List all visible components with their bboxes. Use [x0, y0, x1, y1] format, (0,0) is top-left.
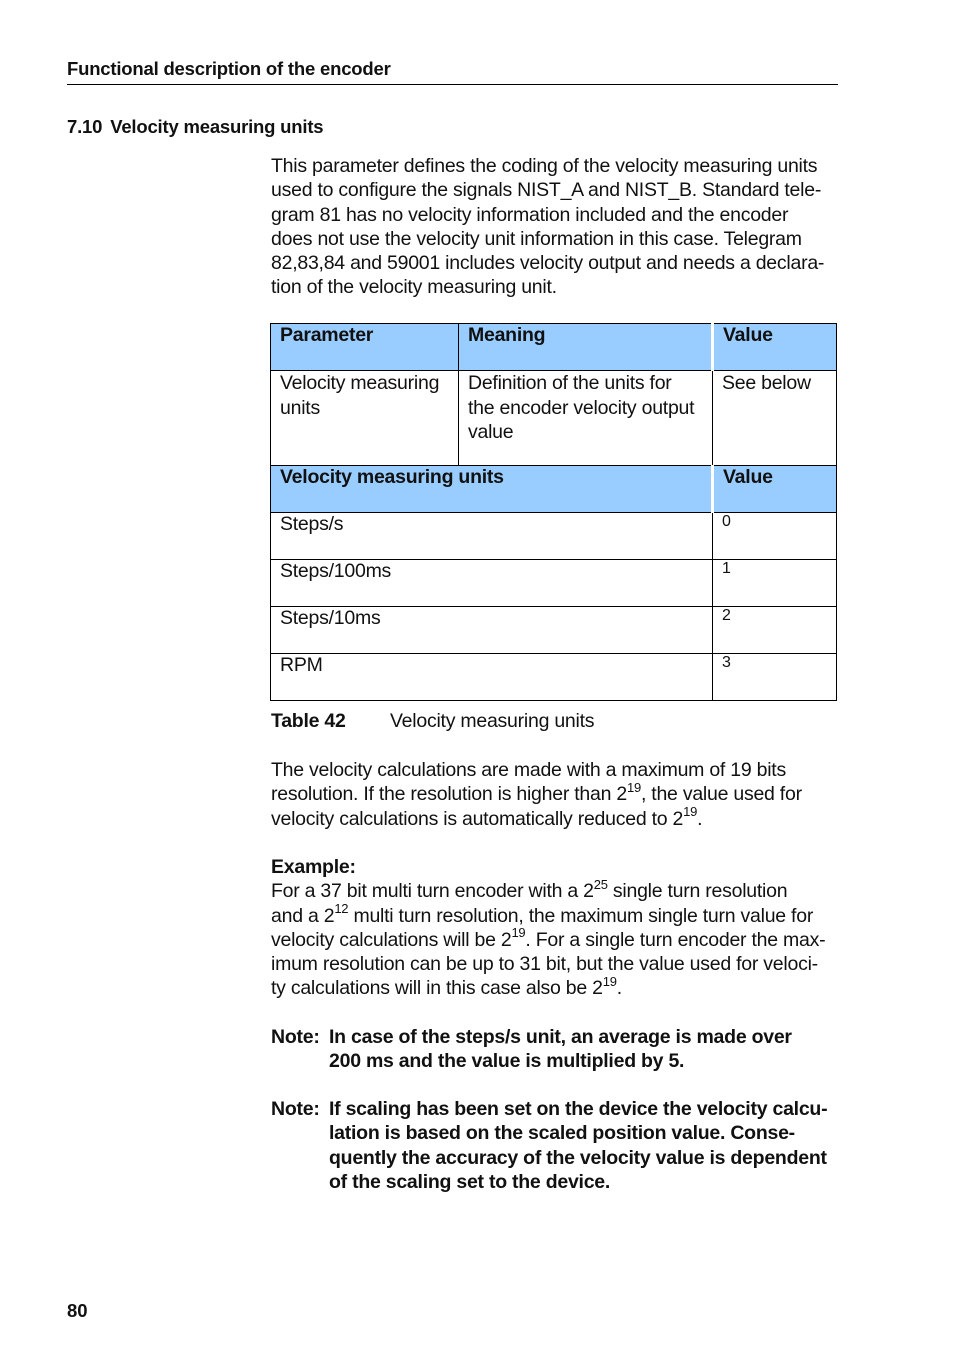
note-line: of the scaling set to the device. — [329, 1170, 611, 1193]
cell-unit-value: 3 — [713, 654, 837, 701]
example-exponent: 25 — [593, 876, 608, 892]
note-steps-average — [271, 1025, 841, 1074]
cell-value: See below — [713, 371, 837, 466]
calc-exponent: 19 — [683, 804, 698, 820]
intro-line: does not use the velocity unit information in this case. Telegram — [271, 227, 802, 250]
section-number: 7.10 — [67, 116, 103, 137]
calc-line: The velocity calculations are made with a maximum of 19 bits — [271, 759, 786, 781]
table-row — [271, 371, 837, 466]
note-line: In case of the steps/s unit, an average is made over — [329, 1026, 792, 1048]
example-text: velocity calculations will be 2 — [271, 928, 512, 951]
note-scaling — [271, 1097, 841, 1194]
note-line: 200 ms and the value is multiplied by 5. — [329, 1050, 685, 1073]
calc-line — [271, 804, 836, 831]
section-title: Velocity measuring units — [110, 116, 324, 137]
example-exponent: 19 — [602, 973, 617, 989]
intro-line: 82,83,84 and 59001 includes velocity output and needs a declara- — [271, 252, 825, 275]
table-caption-text: Velocity measuring units — [390, 710, 595, 732]
cell-unit: Steps/100ms — [271, 560, 713, 607]
calc-text: resolution. If the resolution is higher than 2 — [271, 783, 627, 806]
example-paragraph — [271, 855, 836, 1001]
intro-line: This parameter defines the coding of the velocity measuring units — [271, 155, 818, 177]
note-label: Note: — [271, 1026, 320, 1048]
intro-paragraph — [271, 154, 836, 300]
calc-text: . — [697, 807, 703, 830]
example-line — [271, 901, 836, 928]
table-caption-label: Table 42 — [271, 710, 346, 732]
cell-parameter: Velocity measuring units — [271, 371, 459, 466]
cell-unit: Steps/10ms — [271, 607, 713, 654]
example-exponent: 12 — [334, 901, 349, 917]
intro-line: used to configure the signals NIST_A and NIST_B. Standard tele- — [271, 179, 822, 202]
intro-line: gram 81 has no velocity information included and the encoder — [271, 203, 789, 226]
velocity-units-table — [270, 323, 837, 701]
cell-unit-value: 1 — [713, 560, 837, 607]
example-text: . — [616, 977, 622, 1000]
table-row — [271, 654, 837, 701]
running-header — [67, 58, 838, 85]
cell-unit-value: 0 — [713, 513, 837, 560]
calc-text: , the value used for — [640, 783, 802, 806]
calc-exponent: 19 — [626, 779, 641, 795]
example-text: For a 37 bit multi turn encoder with a 2 — [271, 880, 594, 903]
cell-unit: Steps/s — [271, 513, 713, 560]
calc-text: velocity calculations is automatically reduced to 2 — [271, 807, 684, 830]
example-line — [271, 876, 836, 903]
example-text: ty calculations will in this case also be 2 — [271, 977, 603, 1000]
table-row — [271, 560, 837, 607]
note-line: quently the accuracy of the velocity value is dependent — [329, 1146, 827, 1169]
section-heading — [67, 116, 323, 138]
table-subheader-row — [271, 466, 837, 513]
example-text: single turn resolution — [607, 880, 788, 903]
example-line — [271, 925, 836, 952]
example-heading: Example: — [271, 856, 356, 878]
note-line: If scaling has been set on the device the velocity calcu- — [329, 1098, 828, 1120]
cell-unit: RPM — [271, 654, 713, 701]
subheader-value: Value — [713, 466, 837, 513]
example-line — [271, 973, 836, 1000]
running-header-title: Functional description of the encoder — [67, 58, 391, 79]
calculation-paragraph — [271, 758, 836, 831]
header-parameter: Parameter — [271, 324, 459, 371]
note-label: Note: — [271, 1098, 320, 1120]
page-number: 80 — [67, 1300, 88, 1321]
subheader-units: Velocity measuring units — [271, 466, 713, 513]
example-exponent: 19 — [511, 925, 526, 941]
cell-meaning: Definition of the units for the encoder velocity output value — [459, 371, 713, 466]
intro-line: tion of the velocity measuring unit. — [271, 276, 557, 299]
header-meaning: Meaning — [459, 324, 713, 371]
example-text: . For a single turn encoder the max- — [525, 928, 826, 951]
example-line: imum resolution can be up to 31 bit, but the value used for veloci- — [271, 953, 818, 976]
example-text: and a 2 — [271, 904, 335, 927]
example-text: multi turn resolution, the maximum single turn value for — [348, 904, 814, 927]
cell-unit-value: 2 — [713, 607, 837, 654]
note-line: lation is based on the scaled position value. Conse- — [329, 1122, 795, 1145]
table-row — [271, 607, 837, 654]
table-row — [271, 513, 837, 560]
calc-line — [271, 779, 836, 806]
header-value: Value — [713, 324, 837, 371]
table-header-row — [271, 324, 837, 371]
table-caption — [271, 710, 594, 733]
